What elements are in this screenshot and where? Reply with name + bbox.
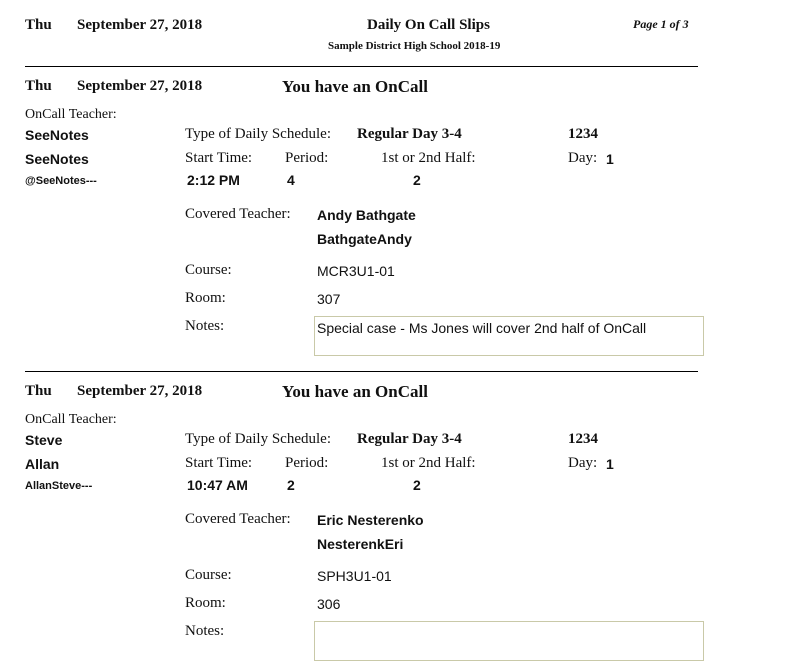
notes-label: Notes: [185,623,225,639]
slip-divider [25,66,698,67]
slip-heading: You have an OnCall [282,382,428,401]
oncall-teacher-label: OnCall Teacher: [25,107,117,122]
start-time-label: Start Time: [185,150,253,166]
period-value: 4 [287,172,295,188]
teacher-id: AllanSteve--- [25,480,93,492]
schedule-code: 1234 [568,431,598,447]
teacher-first-name: SeeNotes [25,127,89,143]
slip-day: Thu [25,383,52,399]
slip-heading: You have an OnCall [282,77,428,96]
half-value: 2 [413,477,421,493]
day-number: 1 [606,151,614,167]
course-label: Course: [185,567,232,583]
page-number: Page 1 of 3 [633,17,689,31]
start-time-value: 2:12 PM [187,172,240,188]
course-value: SPH3U1-01 [317,568,392,584]
header-day: Thu [25,17,52,33]
schedule-type-label: Type of Daily Schedule: [185,431,331,447]
notes-label: Notes: [185,318,225,334]
slip-date: September 27, 2018 [77,78,203,94]
day-number: 1 [606,456,614,472]
oncall-slip [0,66,808,371]
day-label: Day: [568,150,598,166]
covered-teacher-name: Andy Bathgate [317,207,416,223]
notes-text: Special case - Ms Jones will cover 2nd half of OnCall [317,320,647,336]
half-value: 2 [413,172,421,188]
start-time-value: 10:47 AM [187,477,248,493]
report-subtitle: Sample District High School 2018-19 [328,40,501,52]
period-label: Period: [285,455,329,471]
schedule-type-value: Regular Day 3-4 [357,431,462,447]
course-label: Course: [185,262,232,278]
slip-date: September 27, 2018 [77,383,203,399]
half-label: 1st or 2nd Half: [381,455,476,471]
notes-box [314,621,704,661]
room-value: 306 [317,596,341,612]
half-label: 1st or 2nd Half: [381,150,476,166]
teacher-last-name: Allan [25,456,60,472]
teacher-last-name: SeeNotes [25,151,89,167]
teacher-id: @SeeNotes--- [25,175,97,187]
period-label: Period: [285,150,329,166]
notes-box [314,316,704,356]
room-label: Room: [185,595,226,611]
oncall-teacher-label: OnCall Teacher: [25,412,117,427]
covered-teacher-name: Eric Nesterenko [317,512,424,528]
slip-day: Thu [25,78,52,94]
course-value: MCR3U1-01 [317,263,395,279]
period-value: 2 [287,477,295,493]
start-time-label: Start Time: [185,455,253,471]
covered-teacher-label: Covered Teacher: [185,511,291,527]
schedule-type-value: Regular Day 3-4 [357,126,462,142]
slip-divider [25,371,698,372]
room-value: 307 [317,291,341,307]
teacher-first-name: Steve [25,432,63,448]
header-date: September 27, 2018 [77,17,203,33]
covered-teacher-label: Covered Teacher: [185,206,291,222]
schedule-type-label: Type of Daily Schedule: [185,126,331,142]
covered-teacher-id: BathgateAndy [317,231,412,247]
schedule-code: 1234 [568,126,598,142]
oncall-slip [0,371,808,641]
day-label: Day: [568,455,598,471]
report-title: Daily On Call Slips [367,17,490,33]
covered-teacher-id: NesterenkEri [317,536,404,552]
room-label: Room: [185,290,226,306]
